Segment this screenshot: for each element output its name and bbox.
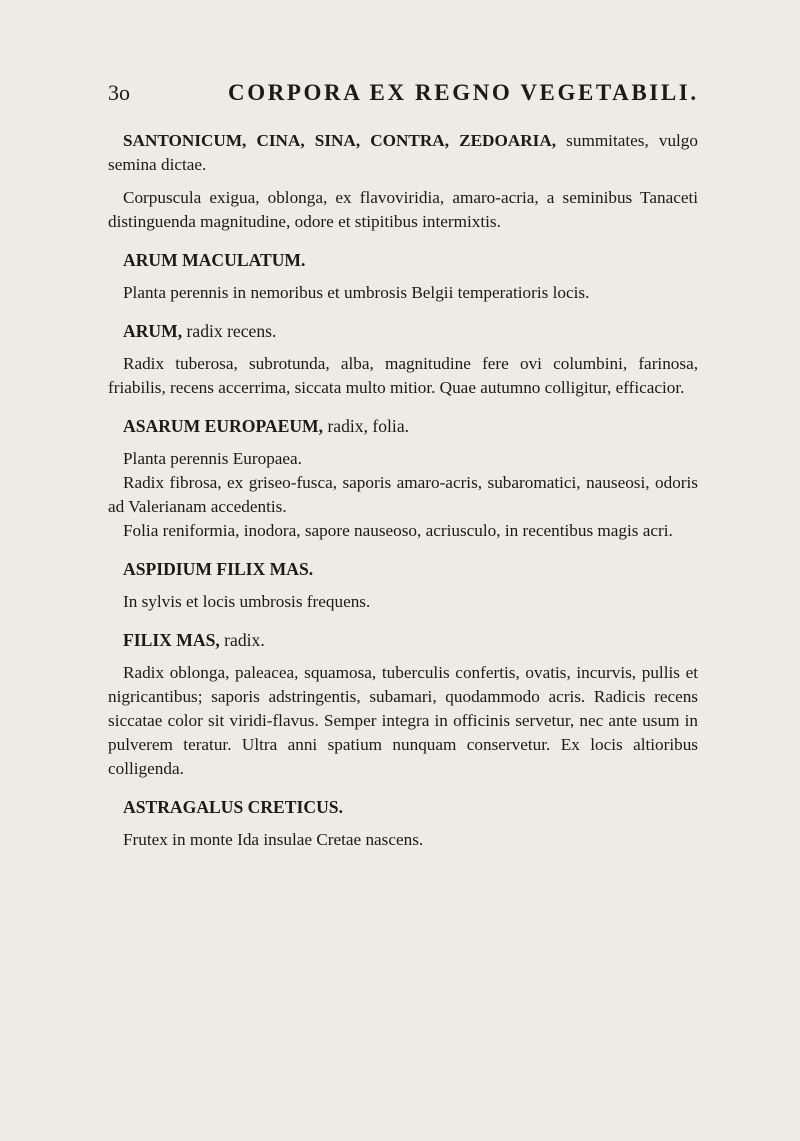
entry-heading (123, 414, 698, 438)
entry-paragraph: Planta perennis in nemoribus et umbrosis Belgii temperatioris locis. (123, 283, 590, 302)
entry-heading (123, 628, 698, 652)
entry-paragraph: In sylvis et locis umbrosis frequens. (123, 592, 371, 611)
entry-title: ARUM MACULATUM. (123, 250, 306, 270)
entry-paragraph: Radix fibrosa, ex griseo-fusca, saporis amaro-acris, subaromatici, nauseosi, odoris ad Valerianam accedentis. (108, 473, 698, 516)
entry-astragalus-creticus (108, 795, 698, 852)
entry-title: ASARUM EUROPAEUM, (123, 416, 324, 436)
entry-arum-radix (108, 319, 698, 400)
entry-heading (123, 795, 698, 819)
entry-subtitle: radix. (219, 630, 265, 650)
entry-title: SANTONICUM, CINA, SINA, CONTRA, ZEDOARIA, (123, 131, 557, 150)
entry-arum-maculatum (108, 248, 698, 305)
entry-paragraph: Radix tuberosa, subrotunda, alba, magnitudine fere ovi columbini, farinosa, friabilis, recens accerrima, siccata multo mitior. Quae autumno colligitur, efficacior. (108, 354, 698, 397)
entry-paragraph: Frutex in monte Ida insulae Cretae nascens. (123, 830, 424, 849)
page-body (108, 129, 698, 852)
entry-paragraph: Radix oblonga, paleacea, squamosa, tuberculis confertis, ovatis, incurvis, pullis et nigricantibus; saporis adstringentis, subamari, quodammodo acris. Radicis recens siccatae color sit viridi-flavus. Semper integra in officinis servetur, nec ante usum in pulverem teratur. Ultra anni spatium nunquam conservetur. Ex locis altioribus colligenda. (108, 663, 698, 778)
page-header (108, 80, 698, 110)
running-head: CORPORA EX REGNO VEGETABILI. (228, 80, 699, 105)
entry-subtitle: summitates, vulgo semina dictae. (108, 131, 698, 174)
page-number: 3o (108, 80, 130, 105)
entry-paragraph: Folia reniformia, inodora, sapore nauseoso, acriusculo, in recentibus magis acri. (123, 521, 673, 540)
entry-heading (123, 248, 698, 272)
entry-santonicum (108, 129, 698, 234)
entry-aspidium-filix-mas (108, 557, 698, 614)
entry-title: ASPIDIUM FILIX MAS. (123, 559, 314, 579)
entry-heading (108, 129, 698, 177)
entry-paragraph: Corpuscula exigua, oblonga, ex flavoviridia, amaro-acria, a seminibus Tanaceti distinguenda magnitudine, odore et stipitibus intermixtis. (108, 188, 698, 231)
entry-subtitle: radix recens. (182, 321, 277, 341)
entry-title: ASTRAGALUS CRETICUS. (123, 797, 343, 817)
entry-asarum-europaeum (108, 414, 698, 543)
entry-heading (123, 319, 698, 343)
entry-title: FILIX MAS, (123, 630, 220, 650)
entry-heading (123, 557, 698, 581)
entry-title: ARUM, (123, 321, 183, 341)
entry-paragraph: Planta perennis Europaea. (123, 449, 302, 468)
entry-filix-mas-radix (108, 628, 698, 781)
entry-subtitle: radix, folia. (323, 416, 410, 436)
